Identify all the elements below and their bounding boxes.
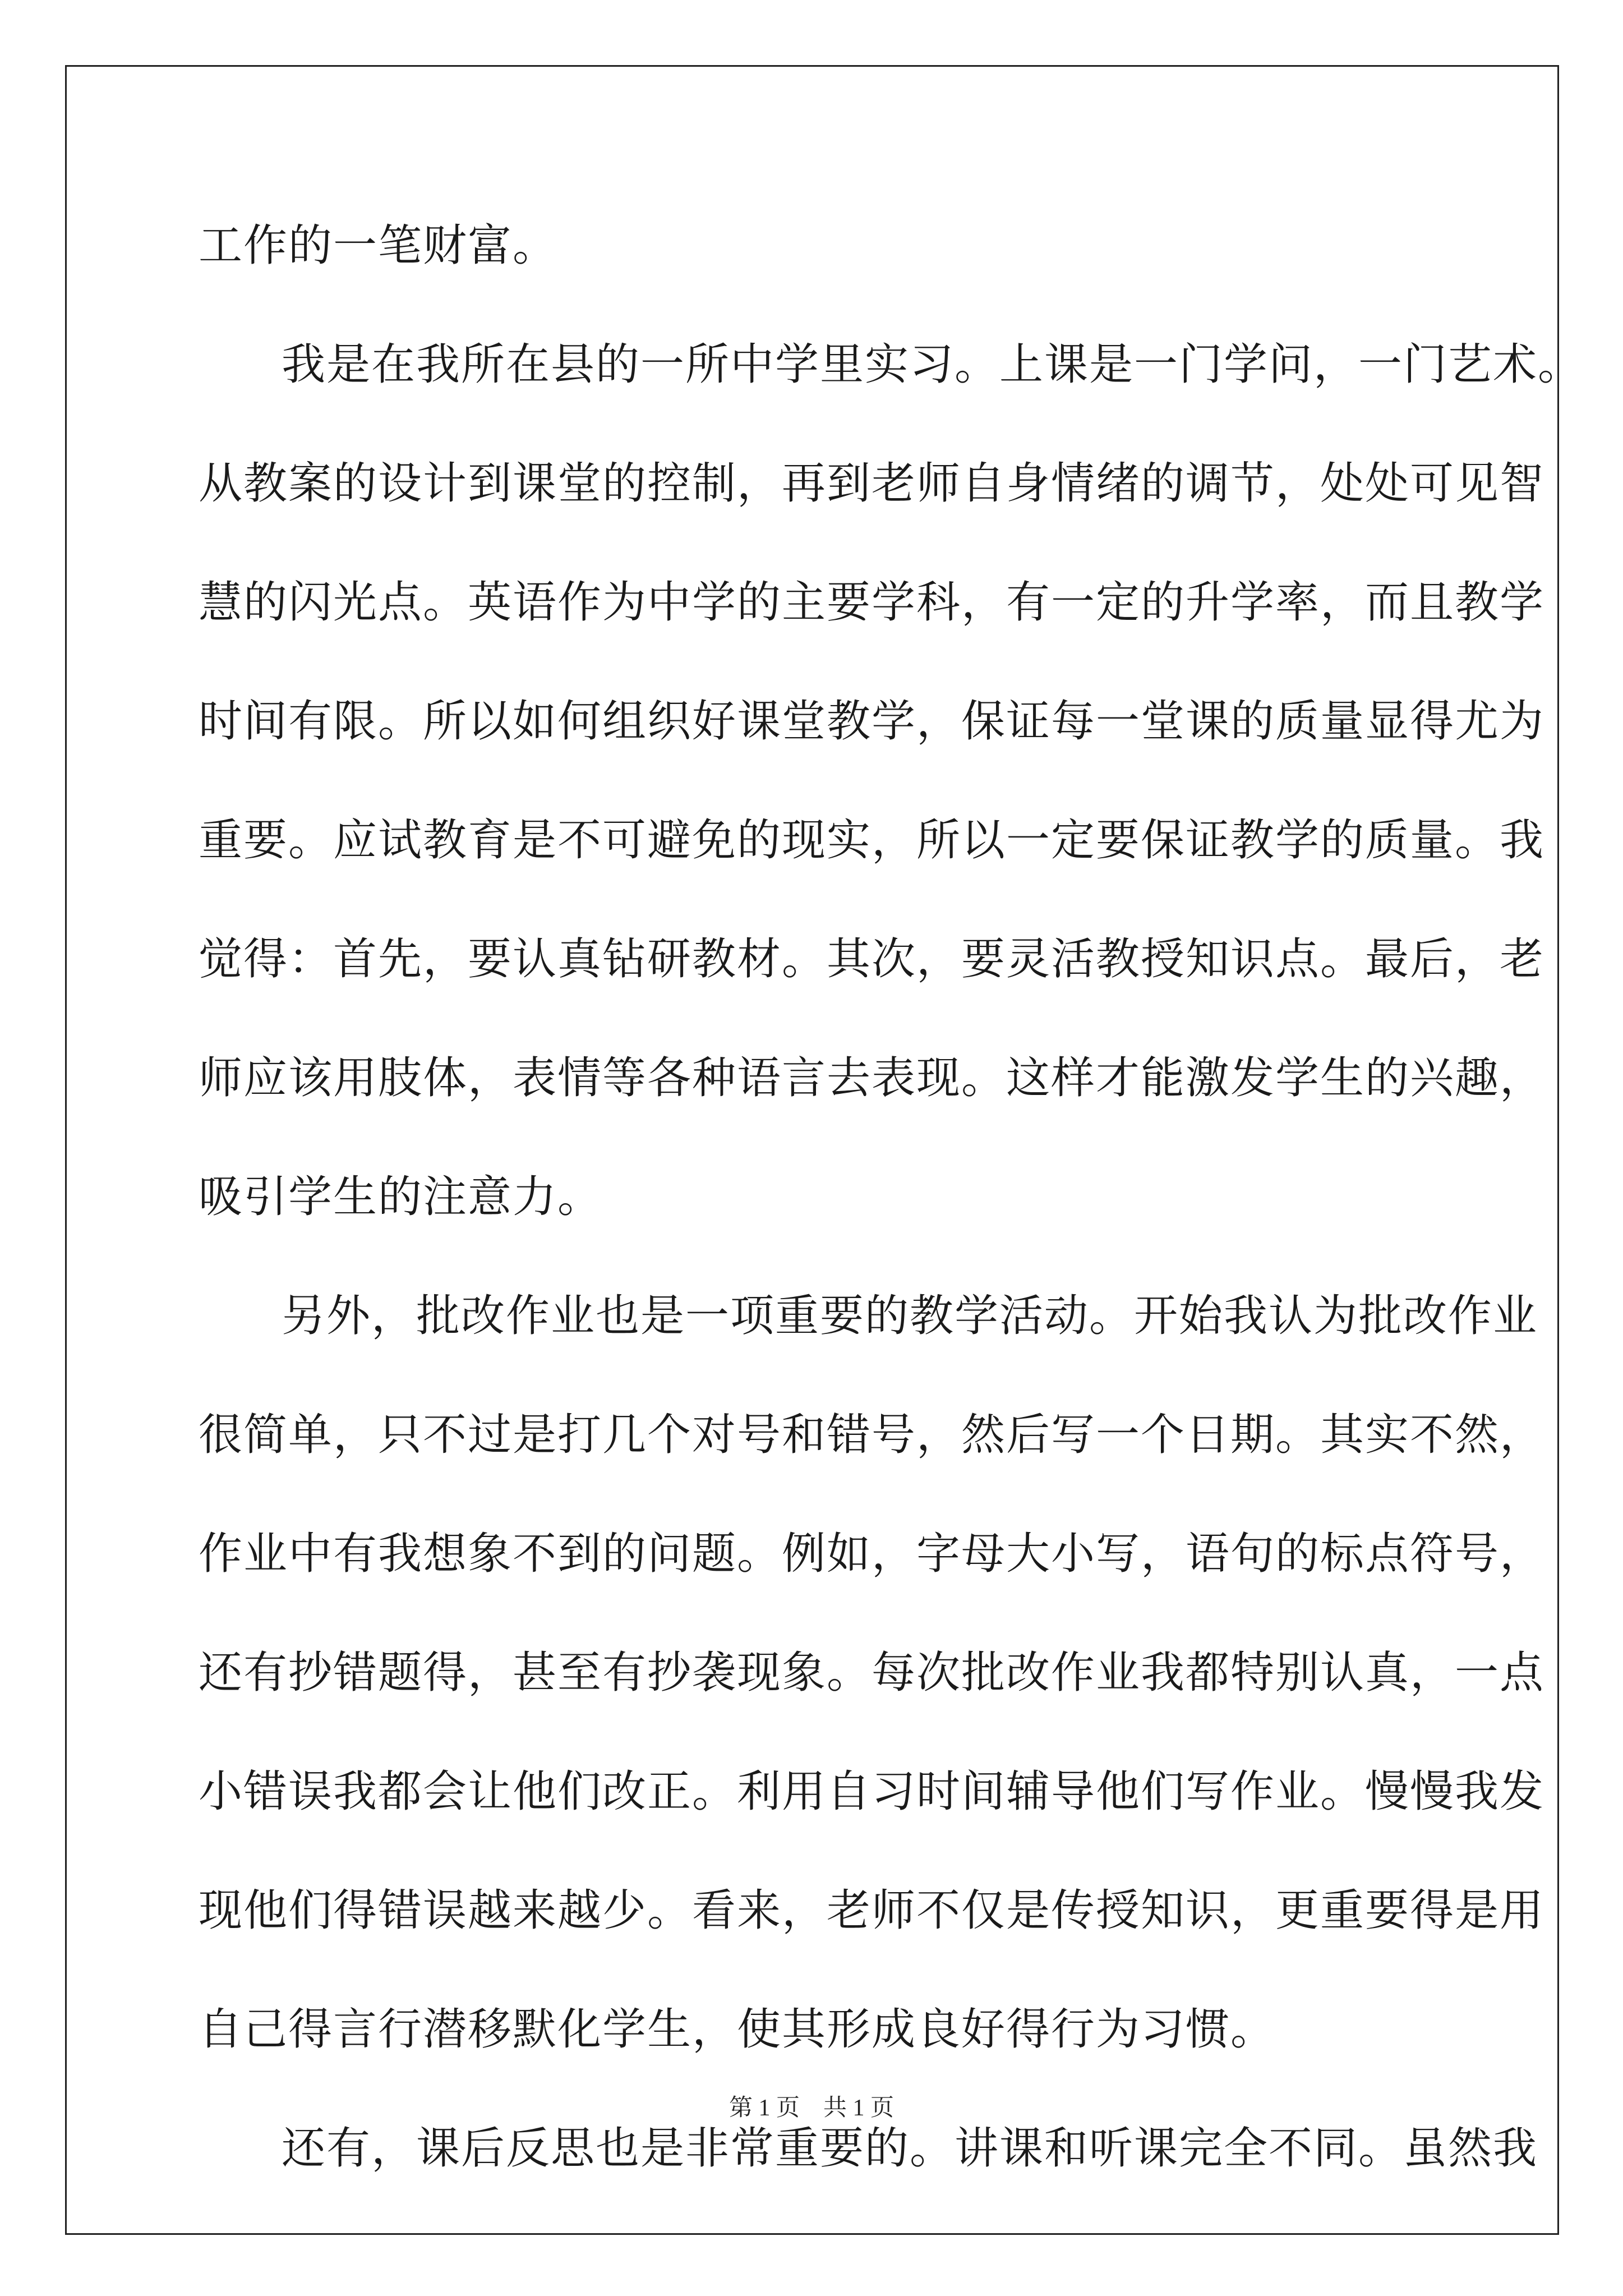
text-line: 时间有限。所以如何组织好课堂教学，保证每一堂课的质量显得尤为 xyxy=(199,696,1545,747)
text-line: 小错误我都会让他们改正。利用自习时间辅导他们写作业。慢慢我发 xyxy=(199,1766,1545,1817)
paragraph-first-line: 我是在我所在县的一所中学里实习。上课是一门学问，一门艺术。 xyxy=(282,339,1583,390)
text-line: 工作的一笔财富。 xyxy=(199,220,558,271)
text-line: 很简单，只不过是打几个对号和错号，然后写一个日期。其实不然， xyxy=(199,1410,1545,1460)
text-line: 师应该用肢体，表情等各种语言去表现。这样才能激发学生的兴趣， xyxy=(199,1053,1545,1103)
text-line: 自己得言行潜移默化学生，使其形成良好得行为习惯。 xyxy=(199,2004,1276,2055)
paragraph-first-line: 另外，批改作业也是一项重要的教学活动。开始我认为批改作业 xyxy=(282,1291,1538,1341)
text-line: 从教案的设计到课堂的控制，再到老师自身情绪的调节，处处可见智 xyxy=(199,458,1545,509)
page-number-footer: 第 1 页 共 1 页 xyxy=(728,2095,894,2121)
text-line: 吸引学生的注意力。 xyxy=(199,1172,603,1222)
text-line: 作业中有我想象不到的问题。例如，字母大小写，语句的标点符号， xyxy=(199,1529,1545,1579)
text-line: 还有抄错题得，甚至有抄袭现象。每次批改作业我都特别认真，一点 xyxy=(199,1648,1545,1698)
paragraph-first-line: 还有，课后反思也是非常重要的。讲课和听课完全不同。虽然我 xyxy=(282,2123,1538,2174)
text-line: 现他们得错误越来越少。看来，老师不仅是传授知识，更重要得是用 xyxy=(199,1885,1545,1936)
text-line: 觉得：首先，要认真钻研教材。其次，要灵活教授知识点。最后，老 xyxy=(199,934,1545,984)
text-line: 重要。应试教育是不可避免的现实，所以一定要保证教学的质量。我 xyxy=(199,815,1545,866)
text-line: 慧的闪光点。英语作为中学的主要学科，有一定的升学率，而且教学 xyxy=(199,577,1545,628)
